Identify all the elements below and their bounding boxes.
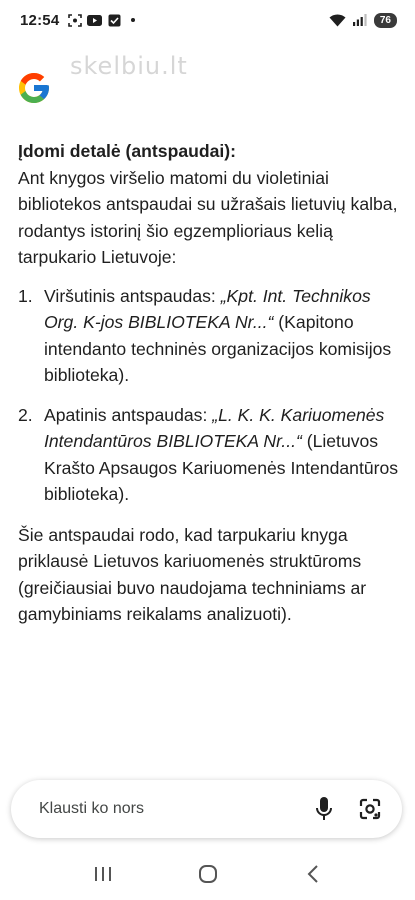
stamp-list	[18, 283, 403, 508]
lens-camera-icon[interactable]	[352, 791, 388, 827]
home-icon[interactable]	[188, 854, 228, 894]
status-notification-icons	[67, 14, 135, 27]
youtube-icon	[87, 14, 102, 27]
list-item-explanation: (Lietuvos Krašto Apsaugos Kariuomenės Intendantūros biblioteka).	[44, 431, 399, 504]
microphone-icon[interactable]	[306, 791, 342, 827]
ask-input-bar[interactable]	[11, 780, 402, 838]
list-item-explanation: (Kapitono intendanto techninės organizacijos komisijos biblioteka).	[44, 312, 392, 385]
more-notifications-dot	[131, 18, 135, 22]
answer-closing: Šie antspaudai rodo, kad tarpukariu knyga priklausė Lietuvos kariuomenės struktūroms (greičiausiai buvo naudojama techniniams ar gamybiniams reikalams analizuoti).	[18, 524, 367, 624]
status-system-icons	[329, 13, 397, 28]
screenshot-icon	[67, 14, 82, 27]
checkbox-app-icon	[107, 14, 122, 27]
wifi-icon	[329, 14, 347, 27]
status-time: 12:54	[20, 11, 60, 29]
list-item-quote: „Kpt. Int. Technikos Org. K-jos BIBLIOTEKA Nr...“	[44, 285, 371, 332]
watermark: skelbiu.lt	[70, 52, 188, 80]
back-icon[interactable]	[293, 854, 333, 894]
answer-heading: Įdomi detalė (antspaudai):	[18, 141, 236, 161]
ask-input-placeholder[interactable]: Klausti ko nors	[39, 800, 144, 817]
google-g-logo	[16, 70, 52, 106]
status-bar	[0, 0, 415, 40]
list-item-number: 1.	[18, 285, 33, 306]
list-item-text	[44, 283, 403, 389]
recent-apps-icon[interactable]	[83, 854, 123, 894]
list-item-quote: „L. K. K. Kariuomenės Intendantūros BIBLIOTEKA Nr...“	[44, 404, 385, 451]
answer-intro: Ant knygos viršelio matomi du violetiniai bibliotekos antspaudai su užrašais lietuvių kalba, rodantys istorinį šio egzemplioriaus kelią tarpukario Lietuvoje:	[18, 167, 398, 267]
signal-icon	[353, 14, 368, 27]
list-item-number: 2.	[18, 404, 33, 425]
list-item-lead: Viršutinis antspaudas:	[44, 285, 221, 306]
list-item	[18, 402, 403, 508]
battery-indicator: 76	[374, 13, 397, 28]
answer-content	[18, 138, 403, 628]
list-item-text	[44, 402, 403, 508]
list-item-lead: Apatinis antspaudas:	[44, 404, 213, 425]
system-nav-bar	[0, 848, 415, 900]
list-item	[18, 283, 403, 389]
